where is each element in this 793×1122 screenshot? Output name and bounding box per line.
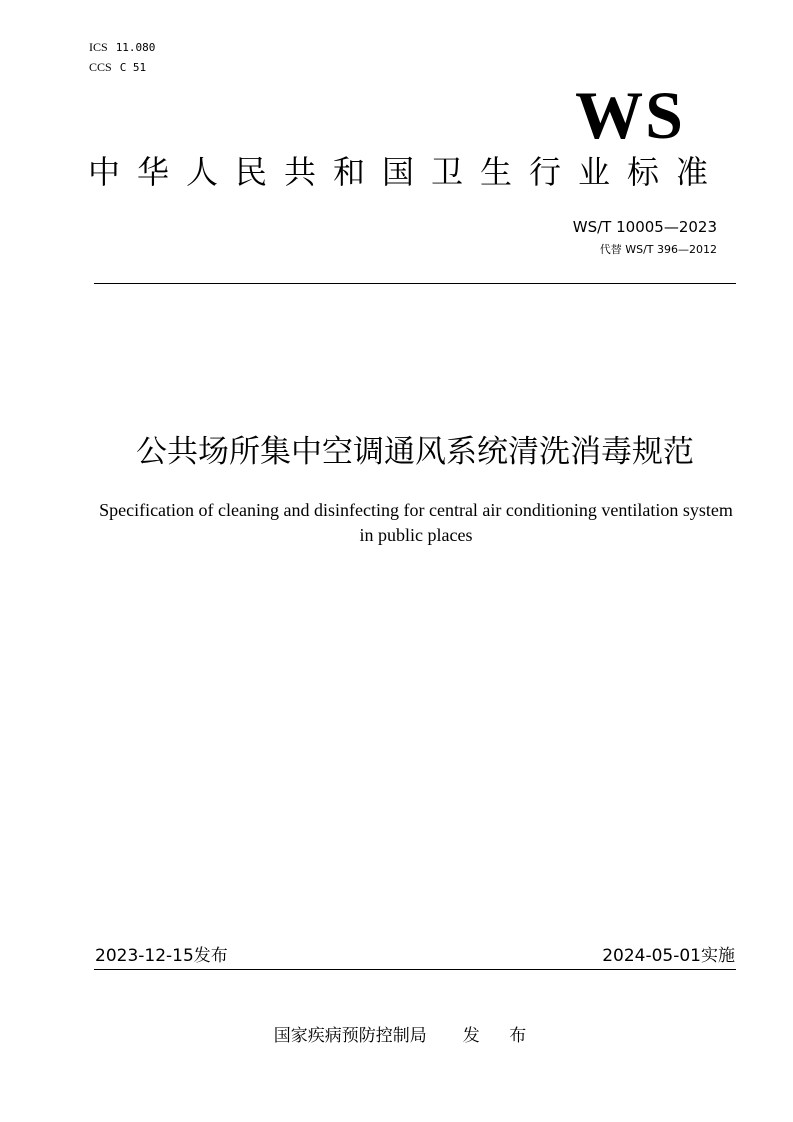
standard-number: WS/T 10005—2023 xyxy=(572,218,717,236)
standard-category-heading: 中华人民共和国卫生行业标准 xyxy=(88,153,726,191)
ics-label: ICS xyxy=(89,40,108,54)
ics-code xyxy=(89,40,155,55)
ics-value: 11.080 xyxy=(115,41,156,54)
document-title-english: Specification of cleaning and disinfecting for central air conditioning ventilation system in public places xyxy=(99,500,733,545)
ccs-code xyxy=(89,60,146,75)
footer-divider xyxy=(94,969,736,970)
publisher-name: 国家疾病预防控制局 xyxy=(273,1026,427,1046)
replaces-standard: 代替 WS/T 396—2012 xyxy=(599,243,717,256)
publisher-line xyxy=(0,1024,793,1048)
ccs-label: CCS xyxy=(89,60,112,74)
publish-verb: 发 布 xyxy=(462,1026,539,1046)
document-title-chinese: 公共场所集中空调通风系统清洗消毒规范 xyxy=(136,434,694,470)
implementation-date: 2024-05-01实施 xyxy=(602,946,735,966)
issue-date: 2023-12-15发布 xyxy=(95,946,228,966)
ccs-value: C 51 xyxy=(119,61,147,74)
header-divider xyxy=(94,283,736,284)
ws-logo: WS xyxy=(575,77,685,153)
